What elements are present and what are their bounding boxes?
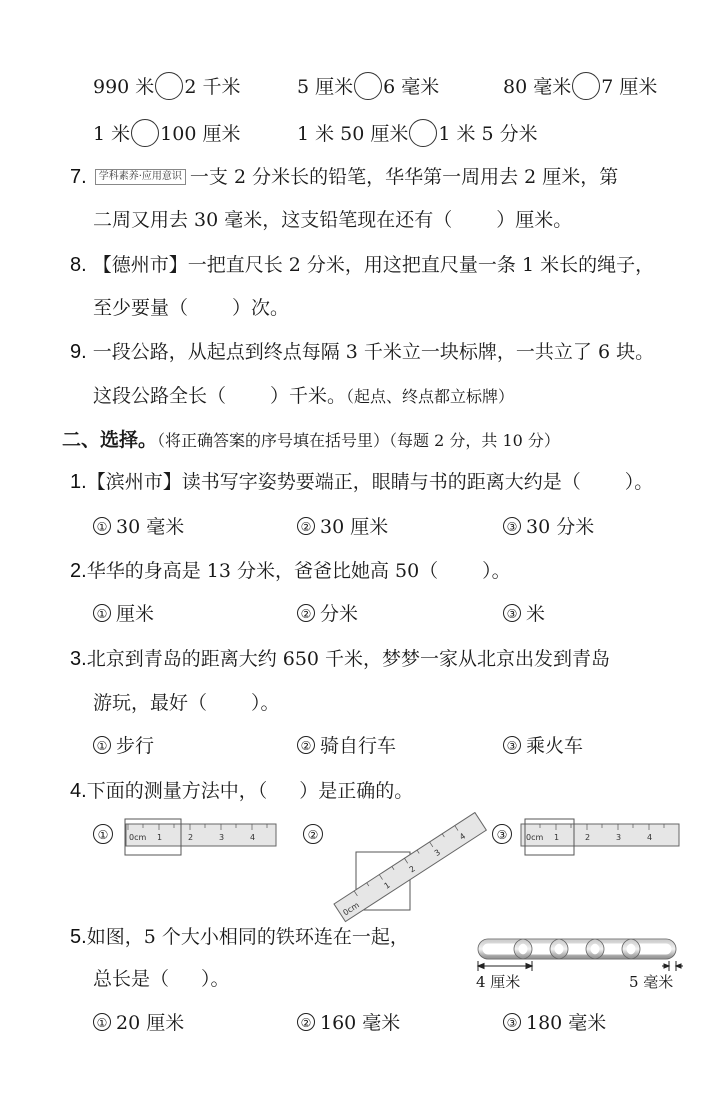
ruler-tick-label: 4 bbox=[250, 833, 256, 842]
compare-item: 1 米 100 厘米 bbox=[93, 119, 240, 147]
option-marker: ③ bbox=[503, 604, 521, 622]
choice-question-3-line-2 bbox=[93, 691, 280, 715]
question-number: 5. bbox=[70, 926, 87, 948]
chain-label-left: 4 厘米 bbox=[476, 973, 521, 991]
choice-question-3 bbox=[70, 647, 610, 671]
ruler-body bbox=[521, 824, 679, 846]
question-8-line-2 bbox=[93, 296, 289, 320]
compare-item: 990 米 2 千米 bbox=[93, 72, 240, 100]
question-text: 总长是（ bbox=[93, 968, 170, 990]
ruler-tick-label: 2 bbox=[188, 833, 194, 842]
section-note: （将正确答案的序号填在括号里）（每题 2 分，共 10 分） bbox=[157, 431, 560, 450]
option-2[interactable] bbox=[297, 515, 388, 539]
option-marker: ① bbox=[93, 1013, 111, 1031]
question-text: 二周又用去 30 毫米，这支铅笔现在还有（ bbox=[93, 209, 453, 231]
ruler-tick-label: 1 bbox=[382, 880, 392, 891]
option-marker: ① bbox=[93, 604, 111, 622]
ruler-tick-label: 3 bbox=[432, 847, 443, 859]
option-3[interactable] bbox=[503, 1011, 606, 1035]
question-number: 4. bbox=[70, 780, 87, 802]
iron-ring bbox=[624, 941, 674, 957]
question-text: 游玩，最好（ bbox=[93, 692, 208, 714]
ruler-tick-label: 3 bbox=[616, 833, 622, 842]
choice-question-4 bbox=[70, 779, 413, 803]
choice-question-2 bbox=[70, 559, 511, 583]
option-text: 厘米 bbox=[116, 603, 155, 625]
section-title: 二、选择。 bbox=[62, 429, 158, 451]
question-number: 3. bbox=[70, 648, 87, 670]
question-text: ）千米。 bbox=[270, 385, 347, 407]
option-text: 20 厘米 bbox=[116, 1012, 185, 1034]
ruler-option-1-marker[interactable] bbox=[93, 823, 118, 847]
ruler-figure-1 bbox=[118, 815, 283, 860]
question-text: ）。 bbox=[624, 471, 654, 493]
question-text: 一支 2 分米长的铅笔，华华第一周用去 2 厘米，第 bbox=[189, 166, 619, 188]
choice-question-1 bbox=[70, 470, 653, 494]
question-text: 【德州市】一把直尺长 2 分米，用这把直尺量一条 1 米长的绳子， bbox=[92, 254, 655, 276]
question-text: ）厘米。 bbox=[496, 209, 573, 231]
option-text: 乘火车 bbox=[526, 735, 584, 757]
option-text: 骑自行车 bbox=[320, 735, 397, 757]
question-text: ）次。 bbox=[232, 297, 290, 319]
question-text: 【滨州市】读书写字姿势要端正，眼睛与书的距离大约是（ bbox=[86, 471, 581, 493]
question-9 bbox=[70, 340, 654, 364]
ruler-tick-label: 4 bbox=[457, 831, 468, 842]
option-text: 30 毫米 bbox=[116, 516, 185, 538]
compare-item: 80 毫米 7 厘米 bbox=[503, 72, 657, 100]
question-number: 7. bbox=[70, 166, 87, 188]
ruler-tick-label: 0cm bbox=[129, 833, 147, 842]
ruler-tick-label: 4 bbox=[647, 833, 653, 842]
option-marker: ② bbox=[297, 517, 315, 535]
ruler-option-2-marker[interactable] bbox=[303, 823, 328, 847]
question-text: ）。 bbox=[201, 968, 230, 990]
ruler-figure-3 bbox=[515, 815, 685, 860]
question-text: 这段公路全长（ bbox=[93, 385, 227, 407]
chain-label-right: 5 毫米 bbox=[629, 973, 674, 991]
option-2[interactable] bbox=[297, 1011, 400, 1035]
answer-circle[interactable] bbox=[155, 72, 183, 100]
choice-question-5-line-2 bbox=[93, 967, 230, 991]
option-2[interactable] bbox=[297, 602, 358, 626]
ruler-tick-label: 0cm bbox=[526, 833, 544, 842]
option-marker: ② bbox=[297, 604, 315, 622]
answer-circle[interactable] bbox=[409, 119, 437, 147]
literacy-badge: 学科素养·应用意识 bbox=[95, 169, 186, 185]
option-marker: ② bbox=[303, 824, 323, 844]
question-text: ）是正确的。 bbox=[299, 780, 414, 802]
option-text: 30 厘米 bbox=[320, 516, 389, 538]
answer-circle[interactable] bbox=[354, 72, 382, 100]
question-text: ）。 bbox=[251, 692, 280, 714]
option-1[interactable] bbox=[93, 602, 154, 626]
option-3[interactable] bbox=[503, 734, 583, 758]
option-text: 米 bbox=[526, 603, 546, 625]
question-number: 2. bbox=[70, 560, 87, 582]
ruler-option-3-marker[interactable] bbox=[492, 823, 517, 847]
option-marker: ① bbox=[93, 736, 111, 754]
option-3[interactable] bbox=[503, 515, 594, 539]
option-text: 分米 bbox=[320, 603, 359, 625]
option-marker: ③ bbox=[503, 1013, 521, 1031]
question-number: 8. bbox=[70, 254, 87, 276]
option-1[interactable] bbox=[93, 734, 154, 758]
question-9-line-2 bbox=[93, 384, 514, 409]
compare-item: 1 米 50 厘米 1 米 5 分米 bbox=[297, 119, 538, 147]
question-text: 下面的测量方法中，（ bbox=[86, 780, 268, 802]
question-8 bbox=[70, 253, 654, 277]
option-1[interactable] bbox=[93, 515, 184, 539]
question-text: 北京到青岛的距离大约 650 千米，梦梦一家从北京出发到青岛 bbox=[86, 648, 611, 670]
ruler-tick-label: 0cm bbox=[341, 900, 361, 918]
ruler-tick-label: 1 bbox=[554, 833, 560, 842]
option-1[interactable] bbox=[93, 1011, 184, 1035]
ruler-tick-label: 2 bbox=[585, 833, 591, 842]
option-marker: ② bbox=[297, 1013, 315, 1031]
option-text: 160 毫米 bbox=[320, 1012, 401, 1034]
answer-circle[interactable] bbox=[131, 119, 159, 147]
option-text: 步行 bbox=[116, 735, 155, 757]
option-3[interactable] bbox=[503, 602, 545, 626]
question-number: 9. bbox=[70, 341, 87, 363]
question-text: 如图，5 个大小相同的铁环连在一起， bbox=[86, 926, 409, 948]
ruler-tick-label: 3 bbox=[219, 833, 225, 842]
option-marker: ② bbox=[297, 736, 315, 754]
ruler-figure-2 bbox=[328, 812, 488, 924]
answer-circle[interactable] bbox=[572, 72, 600, 100]
question-text: 华华的身高是 13 分米，爸爸比她高 50（ bbox=[86, 560, 439, 582]
question-text: 一段公路，从起点到终点每隔 3 千米立一块标牌，一共立了 6 块。 bbox=[92, 341, 655, 363]
option-2[interactable] bbox=[297, 734, 396, 758]
question-number: 1. bbox=[70, 471, 87, 493]
choice-question-5 bbox=[70, 925, 409, 949]
option-text: 180 毫米 bbox=[526, 1012, 607, 1034]
option-marker: ① bbox=[93, 824, 113, 844]
question-text: ）。 bbox=[482, 560, 511, 582]
section-2-heading bbox=[62, 428, 560, 453]
question-7 bbox=[70, 165, 618, 189]
ruler-tick-label: 1 bbox=[157, 833, 163, 842]
option-marker: ③ bbox=[492, 824, 512, 844]
question-note: （起点、终点都立标牌） bbox=[346, 387, 515, 406]
option-text: 30 分米 bbox=[526, 516, 595, 538]
question-7-line-2 bbox=[93, 208, 572, 232]
compare-item: 5 厘米 6 毫米 bbox=[297, 72, 439, 100]
option-marker: ① bbox=[93, 517, 111, 535]
question-text: 至少要量（ bbox=[93, 297, 189, 319]
option-marker: ③ bbox=[503, 517, 521, 535]
ruler-tick-label: 2 bbox=[407, 864, 417, 875]
option-marker: ③ bbox=[503, 736, 521, 754]
